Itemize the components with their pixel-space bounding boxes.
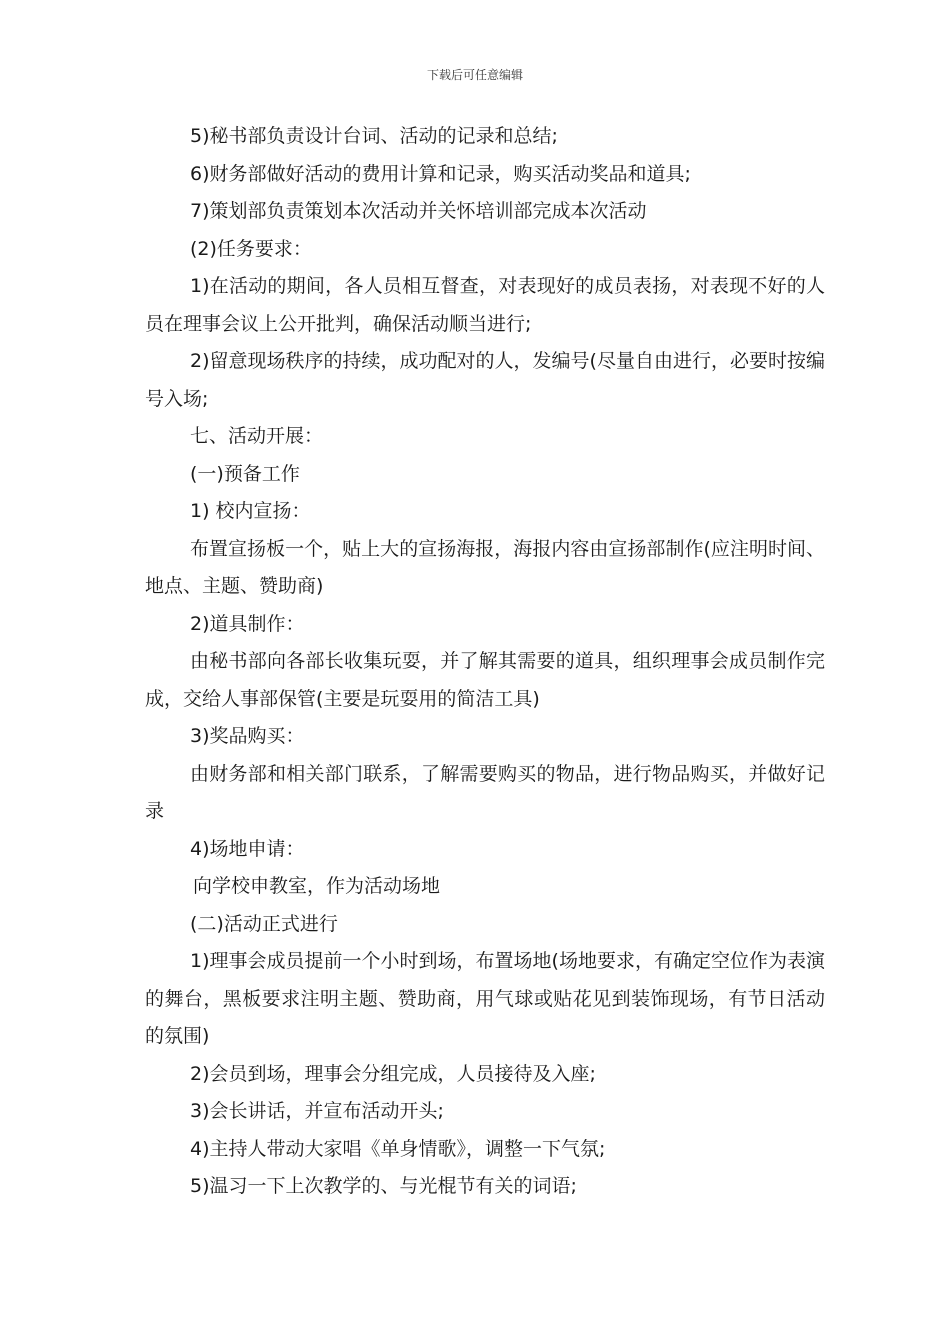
paragraph: 由秘书部向各部长收集玩耍，并了解其需要的道具，组织理事会成员制作完成，交给人事部保管(主要是玩耍用的简洁工具) [145,650,825,710]
paragraph: 7)策划部负责策划本次活动并关怀培训部完成本次活动 [190,200,647,222]
paragraph: 1)在活动的期间，各人员相互督查，对表现好的成员表扬，对表现不好的人员在理事会议上公开批判，确保活动顺当进行; [145,275,825,335]
paragraph: 2)会员到场，理事会分组完成，人员接待及入座; [190,1062,596,1085]
subsection-heading: (一)预备工作 [190,462,300,485]
paragraph: 由财务部和相关部门联系，了解需要购买的物品，进行物品购买，并做好记录 [145,762,825,822]
paragraph: 1) 校内宣扬： [190,500,311,522]
document-body [145,118,825,1206]
paragraph: 6)财务部做好活动的费用计算和记录，购买活动奖品和道具; [190,162,691,185]
paragraph: 向学校申教室，作为活动场地 [193,875,441,897]
section-heading: 七、活动开展： [190,425,324,447]
paragraph: 5)温习一下上次教学的、与光棍节有关的词语; [190,1175,577,1197]
page-header: 下载后可任意编辑 [426,68,523,82]
paragraph: 2)留意现场秩序的持续，成功配对的人，发编号(尽量自由进行，必要时按编号入场; [145,350,825,410]
subsection-heading: (二)活动正式进行 [190,912,338,935]
paragraph: 3)奖品购买： [190,725,305,747]
paragraph: 布置宣扬板一个，贴上大的宣扬海报，海报内容由宣扬部制作(应注明时间、地点、主题、赞助商) [145,537,825,597]
paragraph: 4)主持人带动大家唱《单身情歌》，调整一下气氛; [190,1137,606,1160]
paragraph: (2)任务要求： [190,237,312,260]
paragraph: 5)秘书部负责设计台词、活动的记录和总结; [190,125,558,147]
paragraph: 3)会长讲话，并宣布活动开头; [190,1100,444,1122]
paragraph: 4)场地申请： [190,837,305,860]
paragraph: 1)理事会成员提前一个小时到场，布置场地(场地要求，有确定空位作为表演的舞台，黑板要求注明主题、赞助商，用气球或贴花见到装饰现场，有节日活动的氛围) [145,950,825,1047]
paragraph: 2)道具制作： [190,612,305,635]
